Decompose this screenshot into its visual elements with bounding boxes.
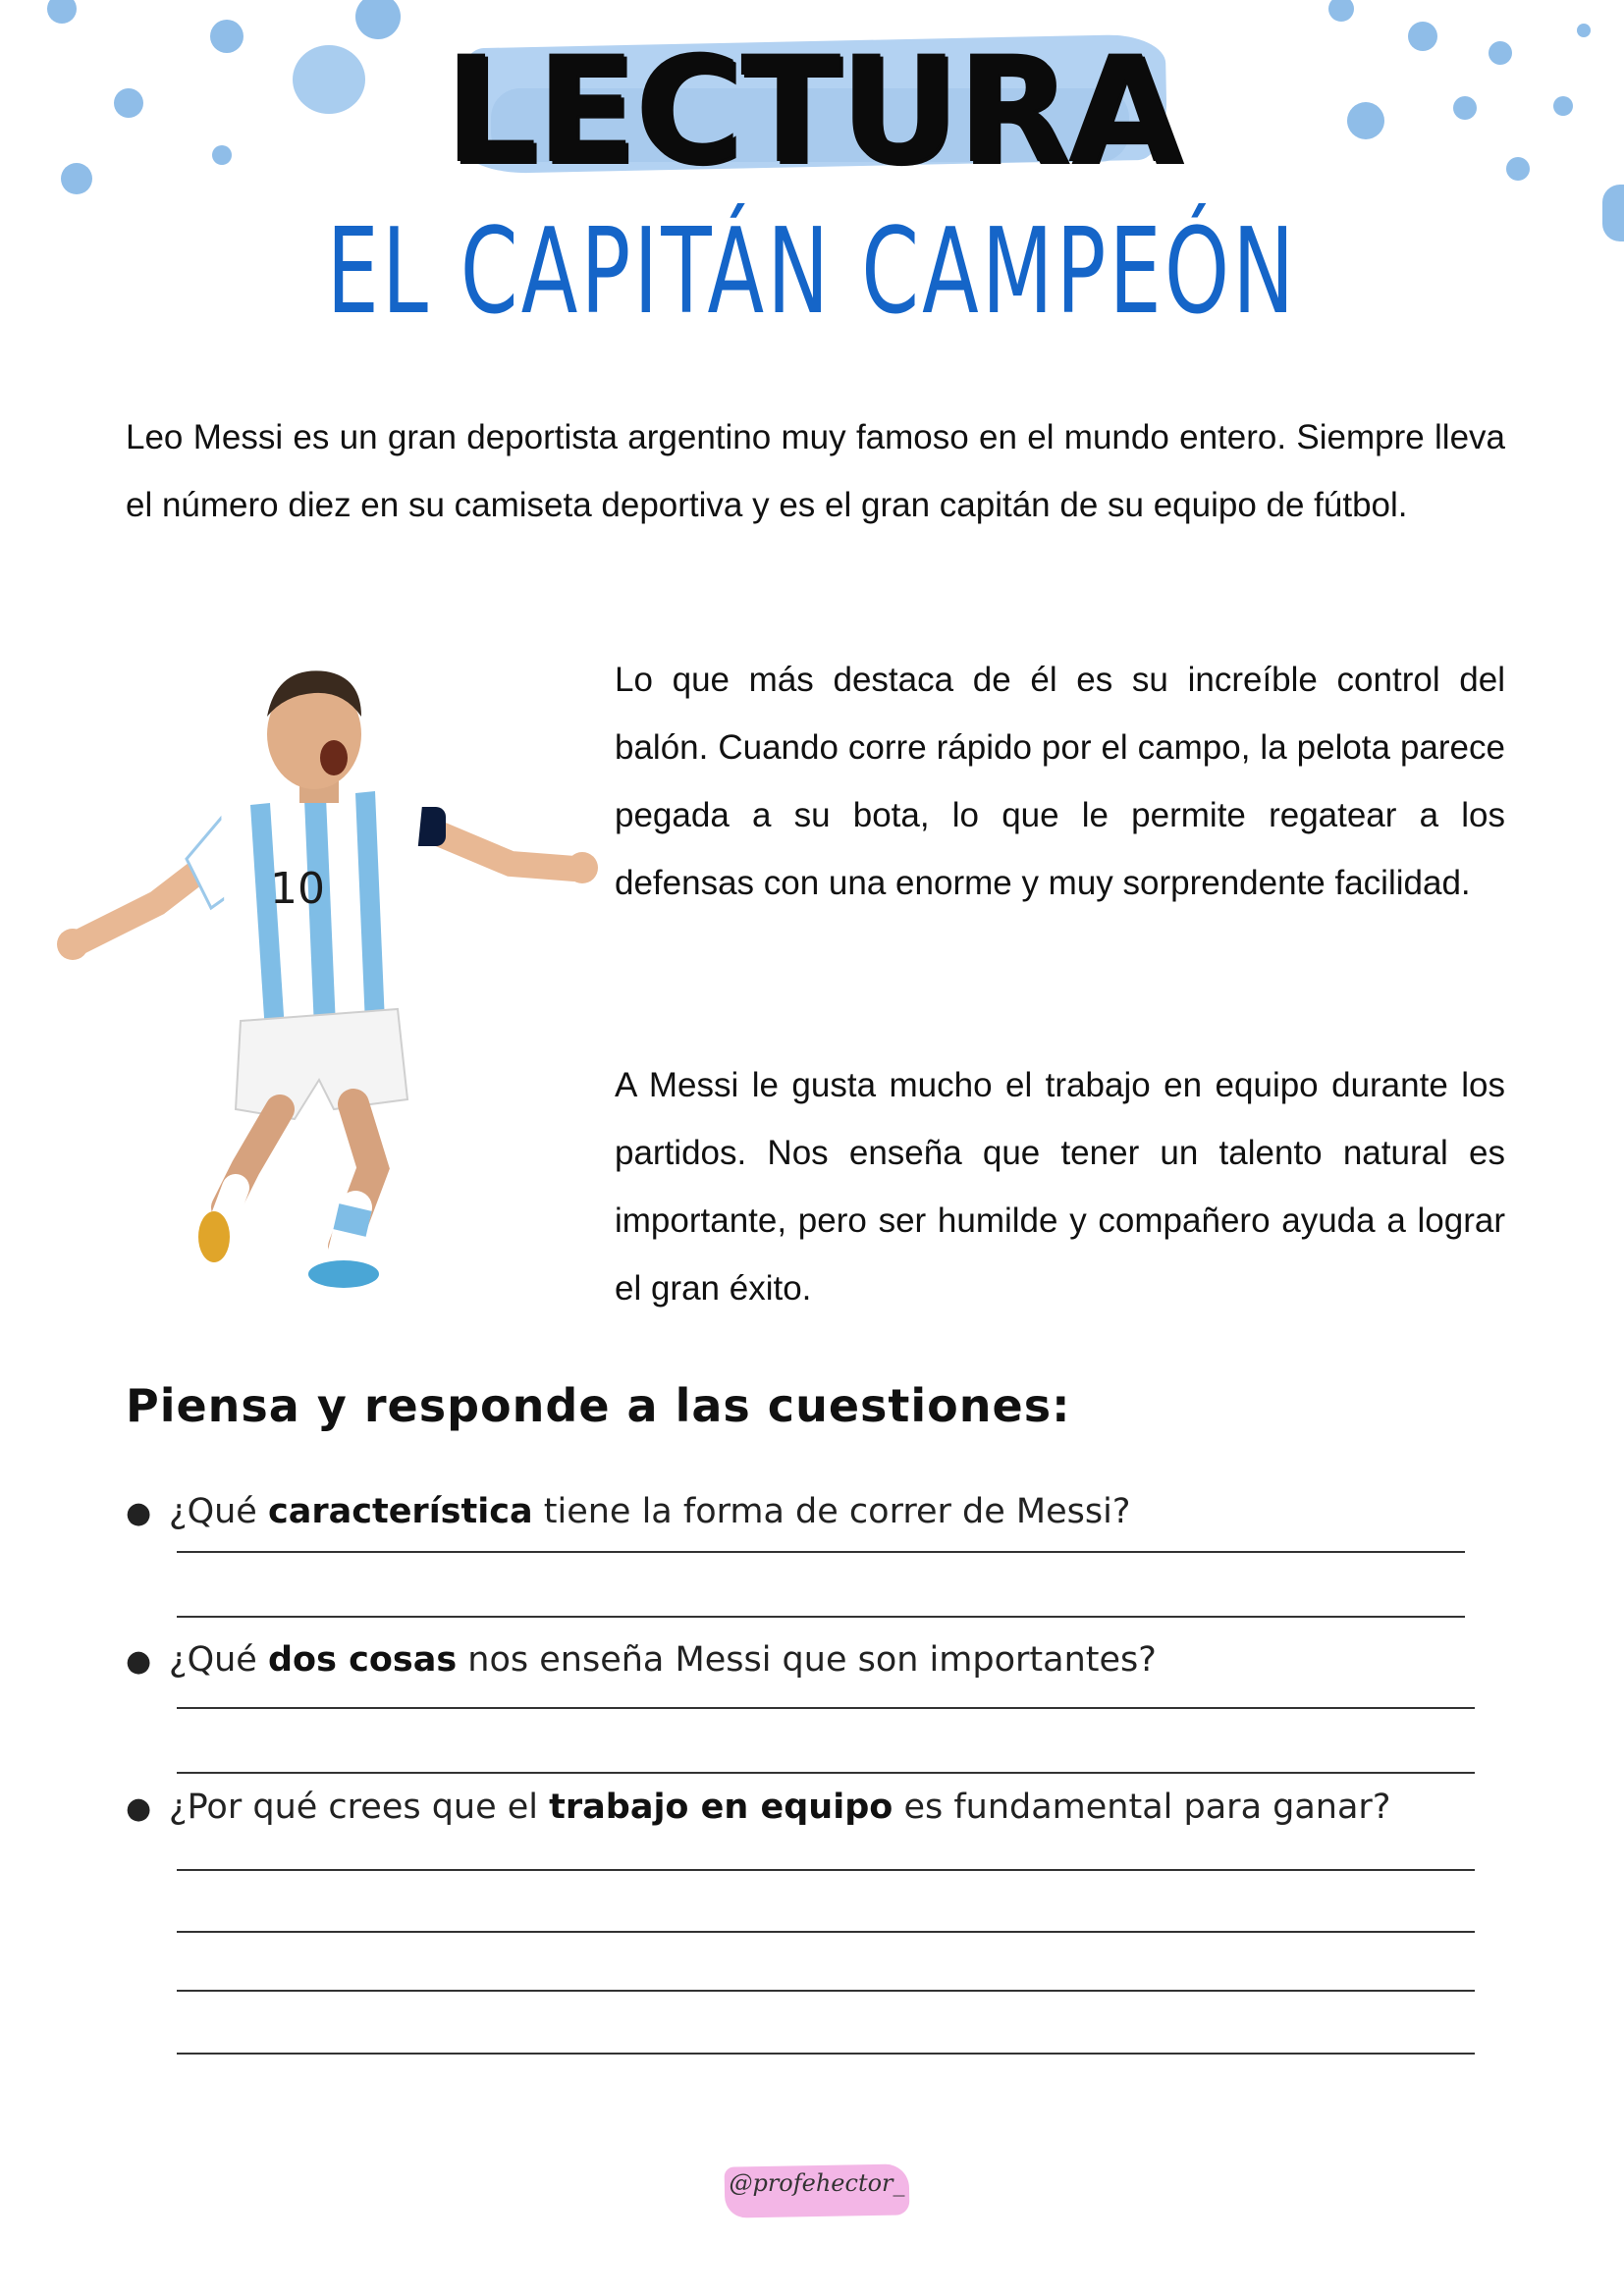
question-item: ● ¿Qué característica tiene la forma de correr de Messi?	[126, 1492, 1131, 1531]
bullet-icon: ●	[126, 1644, 152, 1679]
answer-line[interactable]	[177, 1869, 1475, 1871]
answer-line[interactable]	[177, 1616, 1465, 1618]
decor-dot	[47, 0, 77, 24]
question-item: ● ¿Por qué crees que el trabajo en equipo es fundamental para ganar?	[126, 1788, 1391, 1827]
bullet-icon: ●	[126, 1496, 152, 1530]
answer-line[interactable]	[177, 1551, 1465, 1553]
jersey-number: 10	[270, 864, 325, 914]
reading-paragraph: Leo Messi es un gran deportista argentino muy famoso en el mundo entero. Siempre lleva el número diez en su camiseta deportiva y es el gran capitán de su equipo de fútbol.	[126, 418, 1505, 524]
reading-paragraph: A Messi le gusta mucho el trabajo en equipo durante los partidos. Nos enseña que tener un talento natural es importante, pero ser humilde y compañero ayuda a lograr el gran éxito.	[615, 1066, 1505, 1308]
decor-dot	[1328, 0, 1354, 22]
reading-paragraph: Lo que más destaca de él es su increíble control del balón. Cuando corre rápido por el campo, la pelota parece pegada a su bota, lo que le permite regatear a los defensas con una enorme y muy sorprendente facilidad.	[615, 661, 1505, 902]
author-credit: @profehector_	[729, 2169, 905, 2197]
page-title: LECTURA	[444, 26, 1180, 196]
answer-line[interactable]	[177, 1990, 1475, 1992]
question-item: ● ¿Qué dos cosas nos enseña Messi que son importantes?	[126, 1640, 1157, 1680]
player-image	[49, 658, 599, 1306]
answer-line[interactable]	[177, 1772, 1475, 1774]
answer-line[interactable]	[177, 1931, 1475, 1933]
answer-line[interactable]	[177, 1707, 1475, 1709]
reading-subtitle: EL CAPITÁN CAMPEÓN	[326, 204, 1298, 341]
bullet-icon: ●	[126, 1791, 152, 1826]
answer-line[interactable]	[177, 2053, 1475, 2055]
questions-heading: Piensa y responde a las cuestiones:	[126, 1379, 1071, 1432]
